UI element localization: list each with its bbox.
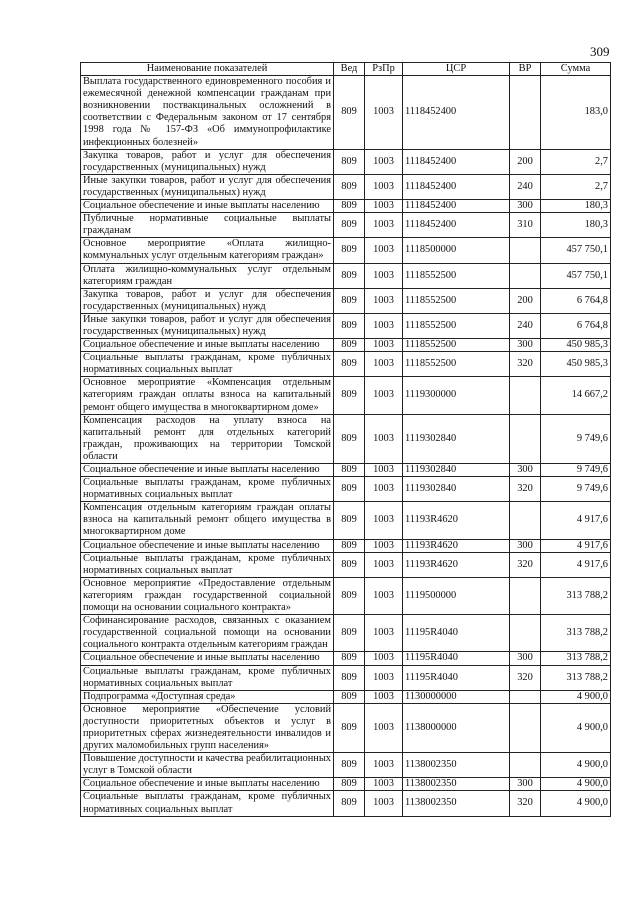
- cell-sum: 9 749,6: [541, 477, 611, 502]
- cell-ved: 809: [334, 377, 365, 414]
- cell-sum: 180,3: [541, 200, 611, 213]
- cell-rzpr: 1003: [365, 352, 403, 377]
- cell-name: Подпрограмма «Доступная среда»: [81, 690, 334, 703]
- cell-csr: 1118452400: [403, 174, 510, 199]
- cell-vr: 300: [510, 778, 541, 791]
- cell-sum: 450 985,3: [541, 339, 611, 352]
- cell-rzpr: 1003: [365, 313, 403, 338]
- cell-sum: 313 788,2: [541, 615, 611, 652]
- cell-sum: 2,7: [541, 149, 611, 174]
- cell-ved: 809: [334, 464, 365, 477]
- cell-name: Социальные выплаты гражданам, кроме публичных нормативных социальных выплат: [81, 791, 334, 816]
- cell-name: Социальные выплаты гражданам, кроме публичных нормативных социальных выплат: [81, 552, 334, 577]
- cell-sum: 2,7: [541, 174, 611, 199]
- cell-csr: 1118552500: [403, 339, 510, 352]
- cell-ved: 809: [334, 539, 365, 552]
- cell-vr: [510, 615, 541, 652]
- cell-rzpr: 1003: [365, 477, 403, 502]
- cell-vr: 200: [510, 288, 541, 313]
- cell-vr: [510, 703, 541, 752]
- cell-vr: 320: [510, 352, 541, 377]
- cell-sum: 313 788,2: [541, 652, 611, 665]
- cell-ved: 809: [334, 665, 365, 690]
- cell-ved: 809: [334, 339, 365, 352]
- cell-vr: [510, 377, 541, 414]
- cell-vr: 200: [510, 149, 541, 174]
- cell-ved: 809: [334, 76, 365, 150]
- cell-sum: 9 749,6: [541, 464, 611, 477]
- cell-csr: 11193R4620: [403, 552, 510, 577]
- budget-table: [80, 62, 611, 817]
- cell-name: Социальное обеспечение и иные выплаты населению: [81, 652, 334, 665]
- table-row: [81, 703, 611, 752]
- cell-rzpr: 1003: [365, 174, 403, 199]
- table-row: [81, 778, 611, 791]
- cell-vr: 300: [510, 539, 541, 552]
- cell-name: Компенсация расходов на уплату взноса на капитальный ремонт для отдельных категорий граждан, проживающих на территории Томской области: [81, 414, 334, 463]
- cell-vr: [510, 238, 541, 263]
- table-row: [81, 615, 611, 652]
- cell-rzpr: 1003: [365, 778, 403, 791]
- table-header-row: [81, 63, 611, 76]
- cell-sum: 450 985,3: [541, 352, 611, 377]
- table-row: [81, 577, 611, 614]
- cell-csr: 1138002350: [403, 778, 510, 791]
- cell-name: Социальное обеспечение и иные выплаты населению: [81, 200, 334, 213]
- cell-name: Выплата государственного единовременного пособия и ежемесячной денежной компенсации гражданам при возникновении поствакцинальных осложнений в соответствии с Федеральным законом от 17 сентября 1998 года № 157-ФЗ «Об иммунопрофилактике инфекционных болезней»: [81, 76, 334, 150]
- cell-ved: 809: [334, 502, 365, 539]
- table-row: [81, 502, 611, 539]
- cell-rzpr: 1003: [365, 690, 403, 703]
- cell-rzpr: 1003: [365, 665, 403, 690]
- cell-name: Иные закупки товаров, работ и услуг для обеспечения государственных (муниципальных) нужд: [81, 174, 334, 199]
- cell-csr: 11195R4040: [403, 652, 510, 665]
- table-row: [81, 213, 611, 238]
- cell-vr: 320: [510, 552, 541, 577]
- cell-csr: 1119302840: [403, 414, 510, 463]
- cell-sum: 313 788,2: [541, 577, 611, 614]
- cell-rzpr: 1003: [365, 753, 403, 778]
- table-row: [81, 690, 611, 703]
- cell-name: Оплата жилищно-коммунальных услуг отдельным категориям граждан: [81, 263, 334, 288]
- cell-rzpr: 1003: [365, 414, 403, 463]
- cell-ved: 809: [334, 791, 365, 816]
- cell-ved: 809: [334, 200, 365, 213]
- cell-rzpr: 1003: [365, 539, 403, 552]
- cell-rzpr: 1003: [365, 791, 403, 816]
- table-row: [81, 76, 611, 150]
- cell-name: Закупка товаров, работ и услуг для обеспечения государственных (муниципальных) нужд: [81, 288, 334, 313]
- cell-vr: 240: [510, 174, 541, 199]
- cell-ved: 809: [334, 213, 365, 238]
- cell-vr: [510, 76, 541, 150]
- cell-csr: 1118452400: [403, 200, 510, 213]
- cell-csr: 1118452400: [403, 149, 510, 174]
- table-row: [81, 377, 611, 414]
- cell-csr: 11193R4620: [403, 539, 510, 552]
- cell-vr: 310: [510, 213, 541, 238]
- table-body: [81, 76, 611, 817]
- cell-ved: 809: [334, 263, 365, 288]
- cell-name: Социальное обеспечение и иные выплаты населению: [81, 778, 334, 791]
- cell-csr: 11193R4620: [403, 502, 510, 539]
- cell-rzpr: 1003: [365, 552, 403, 577]
- cell-ved: 809: [334, 690, 365, 703]
- cell-csr: 1118500000: [403, 238, 510, 263]
- cell-vr: 320: [510, 791, 541, 816]
- cell-name: Иные закупки товаров, работ и услуг для обеспечения государственных (муниципальных) нужд: [81, 313, 334, 338]
- cell-vr: 300: [510, 652, 541, 665]
- cell-csr: 1118452400: [403, 213, 510, 238]
- table-row: [81, 665, 611, 690]
- cell-csr: 11195R4040: [403, 615, 510, 652]
- cell-rzpr: 1003: [365, 149, 403, 174]
- cell-csr: 1119500000: [403, 577, 510, 614]
- cell-ved: 809: [334, 652, 365, 665]
- header-sum: Сумма: [541, 63, 611, 76]
- cell-sum: 4 900,0: [541, 753, 611, 778]
- cell-ved: 809: [334, 149, 365, 174]
- cell-rzpr: 1003: [365, 464, 403, 477]
- table-row: [81, 652, 611, 665]
- cell-rzpr: 1003: [365, 615, 403, 652]
- cell-sum: 183,0: [541, 76, 611, 150]
- table-row: [81, 288, 611, 313]
- cell-ved: 809: [334, 753, 365, 778]
- header-name: Наименование показателей: [81, 63, 334, 76]
- table-row: [81, 149, 611, 174]
- cell-csr: 1138002350: [403, 791, 510, 816]
- cell-csr: 1138000000: [403, 703, 510, 752]
- cell-name: Социальное обеспечение и иные выплаты населению: [81, 339, 334, 352]
- cell-rzpr: 1003: [365, 288, 403, 313]
- cell-sum: 4 917,6: [541, 539, 611, 552]
- cell-rzpr: 1003: [365, 502, 403, 539]
- cell-csr: 1130000000: [403, 690, 510, 703]
- table-row: [81, 552, 611, 577]
- table-row: [81, 414, 611, 463]
- cell-vr: [510, 690, 541, 703]
- cell-sum: 457 750,1: [541, 238, 611, 263]
- cell-csr: 1119302840: [403, 464, 510, 477]
- table-row: [81, 539, 611, 552]
- table-row: [81, 339, 611, 352]
- cell-sum: 4 917,6: [541, 552, 611, 577]
- cell-csr: 1118552500: [403, 313, 510, 338]
- cell-name: Основное мероприятие «Оплата жилищно-коммунальных услуг отдельным категориям граждан»: [81, 238, 334, 263]
- table-row: [81, 200, 611, 213]
- header-csr: ЦСР: [403, 63, 510, 76]
- cell-vr: 300: [510, 339, 541, 352]
- cell-vr: 300: [510, 464, 541, 477]
- cell-name: Социальные выплаты гражданам, кроме публичных нормативных социальных выплат: [81, 665, 334, 690]
- cell-rzpr: 1003: [365, 377, 403, 414]
- cell-name: Закупка товаров, работ и услуг для обеспечения государственных (муниципальных) нужд: [81, 149, 334, 174]
- table-row: [81, 313, 611, 338]
- cell-sum: 6 764,8: [541, 288, 611, 313]
- cell-csr: 1118552500: [403, 263, 510, 288]
- cell-sum: 4 900,0: [541, 778, 611, 791]
- cell-ved: 809: [334, 615, 365, 652]
- table-row: [81, 791, 611, 816]
- cell-name: Социальные выплаты гражданам, кроме публичных нормативных социальных выплат: [81, 352, 334, 377]
- cell-vr: [510, 753, 541, 778]
- cell-name: Социальное обеспечение и иные выплаты населению: [81, 464, 334, 477]
- cell-vr: [510, 502, 541, 539]
- cell-vr: [510, 414, 541, 463]
- cell-csr: 1119302840: [403, 477, 510, 502]
- cell-rzpr: 1003: [365, 238, 403, 263]
- cell-sum: 6 764,8: [541, 313, 611, 338]
- cell-ved: 809: [334, 288, 365, 313]
- cell-name: Софинансирование расходов, связанных с оказанием государственной социальной помощи на основании социального контракта отдельным категориям граждан: [81, 615, 334, 652]
- cell-sum: 313 788,2: [541, 665, 611, 690]
- cell-rzpr: 1003: [365, 76, 403, 150]
- cell-ved: 809: [334, 477, 365, 502]
- cell-vr: [510, 263, 541, 288]
- cell-sum: 4 900,0: [541, 703, 611, 752]
- cell-ved: 809: [334, 174, 365, 199]
- header-rzpr: РзПр: [365, 63, 403, 76]
- cell-csr: 1119300000: [403, 377, 510, 414]
- cell-rzpr: 1003: [365, 213, 403, 238]
- cell-vr: 320: [510, 477, 541, 502]
- cell-sum: 180,3: [541, 213, 611, 238]
- cell-csr: 1118552500: [403, 352, 510, 377]
- table-row: [81, 477, 611, 502]
- cell-sum: 9 749,6: [541, 414, 611, 463]
- cell-name: Социальные выплаты гражданам, кроме публичных нормативных социальных выплат: [81, 477, 334, 502]
- cell-sum: 457 750,1: [541, 263, 611, 288]
- table-row: [81, 174, 611, 199]
- cell-ved: 809: [334, 703, 365, 752]
- cell-rzpr: 1003: [365, 652, 403, 665]
- cell-csr: 1118452400: [403, 76, 510, 150]
- cell-ved: 809: [334, 352, 365, 377]
- cell-name: Повышение доступности и качества реабилитационных услуг в Томской области: [81, 753, 334, 778]
- cell-rzpr: 1003: [365, 577, 403, 614]
- cell-ved: 809: [334, 778, 365, 791]
- cell-name: Публичные нормативные социальные выплаты гражданам: [81, 213, 334, 238]
- cell-name: Основное мероприятие «Компенсация отдельным категориям граждан оплаты взноса на капитальный ремонт общего имущества в многоквартирном доме»: [81, 377, 334, 414]
- cell-csr: 1118552500: [403, 288, 510, 313]
- cell-sum: 4 900,0: [541, 690, 611, 703]
- cell-sum: 4 917,6: [541, 502, 611, 539]
- cell-name: Социальное обеспечение и иные выплаты населению: [81, 539, 334, 552]
- cell-vr: 320: [510, 665, 541, 690]
- cell-csr: 1138002350: [403, 753, 510, 778]
- cell-ved: 809: [334, 414, 365, 463]
- table-row: [81, 263, 611, 288]
- page-number: 309: [590, 44, 610, 59]
- cell-rzpr: 1003: [365, 703, 403, 752]
- cell-name: Компенсация отдельным категориям граждан оплаты взноса на капитальный ремонт общего имущества в многоквартирном доме: [81, 502, 334, 539]
- cell-vr: 240: [510, 313, 541, 338]
- cell-vr: [510, 577, 541, 614]
- cell-sum: 4 900,0: [541, 791, 611, 816]
- table-row: [81, 238, 611, 263]
- table-row: [81, 753, 611, 778]
- cell-ved: 809: [334, 238, 365, 263]
- header-vr: ВР: [510, 63, 541, 76]
- table-row: [81, 464, 611, 477]
- cell-name: Основное мероприятие «Предоставление отдельным категориям граждан государственной социальной помощи на основании социального контракта»: [81, 577, 334, 614]
- header-ved: Вед: [334, 63, 365, 76]
- table-row: [81, 352, 611, 377]
- cell-csr: 11195R4040: [403, 665, 510, 690]
- cell-vr: 300: [510, 200, 541, 213]
- cell-ved: 809: [334, 313, 365, 338]
- cell-ved: 809: [334, 577, 365, 614]
- cell-rzpr: 1003: [365, 200, 403, 213]
- cell-rzpr: 1003: [365, 263, 403, 288]
- cell-rzpr: 1003: [365, 339, 403, 352]
- cell-name: Основное мероприятие «Обеспечение условий доступности приоритетных объектов и услуг в приоритетных сферах жизнедеятельности инвалидов и других маломобильных групп населения»: [81, 703, 334, 752]
- cell-sum: 14 667,2: [541, 377, 611, 414]
- cell-ved: 809: [334, 552, 365, 577]
